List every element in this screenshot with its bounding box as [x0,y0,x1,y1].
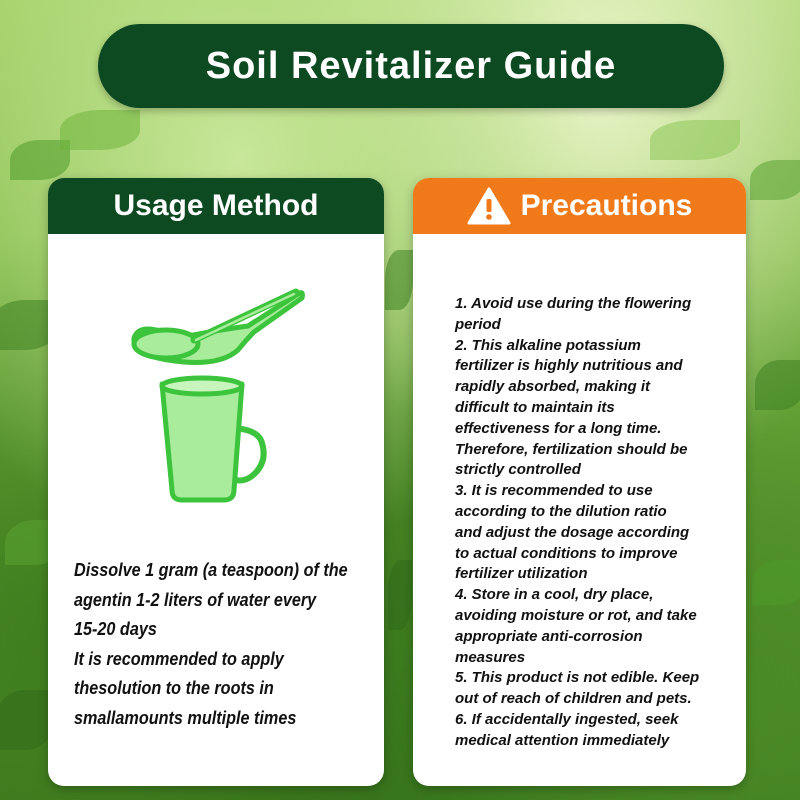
spoon-icon [134,292,303,362]
cup-icon [162,378,264,500]
usage-method-heading: Usage Method [113,189,319,222]
precaution-line: out of reach of children and pets. [455,690,692,708]
page-title: Soil Revitalizer Guide [205,44,617,87]
precaution-line: measures [455,648,526,666]
warning-icon [467,186,511,226]
precautions-list [455,294,735,752]
usage-line: Dissolve 1 gram (a teaspoon) of the [74,560,348,580]
precaution-line: rapidly absorbed, making it [455,378,651,396]
title-banner [98,24,724,108]
usage-instructions [74,556,348,733]
precaution-line: 6. If accidentally ingested, seek [455,710,679,728]
precaution-line: medical attention immediately [455,731,670,749]
precaution-line: to actual conditions to improve [455,544,678,562]
usage-line: thesolution to the roots in [74,678,274,698]
usage-illustration [48,268,384,588]
usage-line: 15-20 days [74,619,157,639]
precaution-line: fertilizer utilization [455,565,588,583]
precaution-line: 4. Store in a cool, dry place, [455,586,654,604]
precaution-line: 1. Avoid use during the flowering [455,295,692,312]
precautions-heading: Precautions [520,189,693,222]
usage-line: It is recommended to apply [74,648,284,669]
precaution-line: avoiding moisture or rot, and take [455,606,697,624]
precaution-line: strictly controlled [455,461,581,479]
precaution-line: difficult to maintain its [455,398,615,416]
precaution-line: appropriate anti-corrosion [455,627,643,645]
precaution-line: period [455,315,501,333]
usage-line: smallamounts multiple times [74,707,297,728]
precaution-line: effectiveness for a long time. [455,419,662,437]
precaution-line: according to the dilution ratio [455,502,667,520]
precaution-line: Therefore, fertilization should be [455,440,688,458]
precautions-card [413,178,746,786]
precaution-line: 2. This alkaline potassium [455,336,641,354]
usage-method-card [48,178,384,786]
precaution-line: 3. It is recommended to use [455,482,653,500]
precautions-header [413,178,746,234]
precaution-line: 5. This product is not edible. Keep [455,669,700,687]
precaution-line: and adjust the dosage according [455,523,690,541]
precaution-line: fertilizer is highly nutritious and [455,357,683,375]
usage-line: agentin 1-2 liters of water every [74,589,317,610]
usage-method-header [48,178,384,234]
